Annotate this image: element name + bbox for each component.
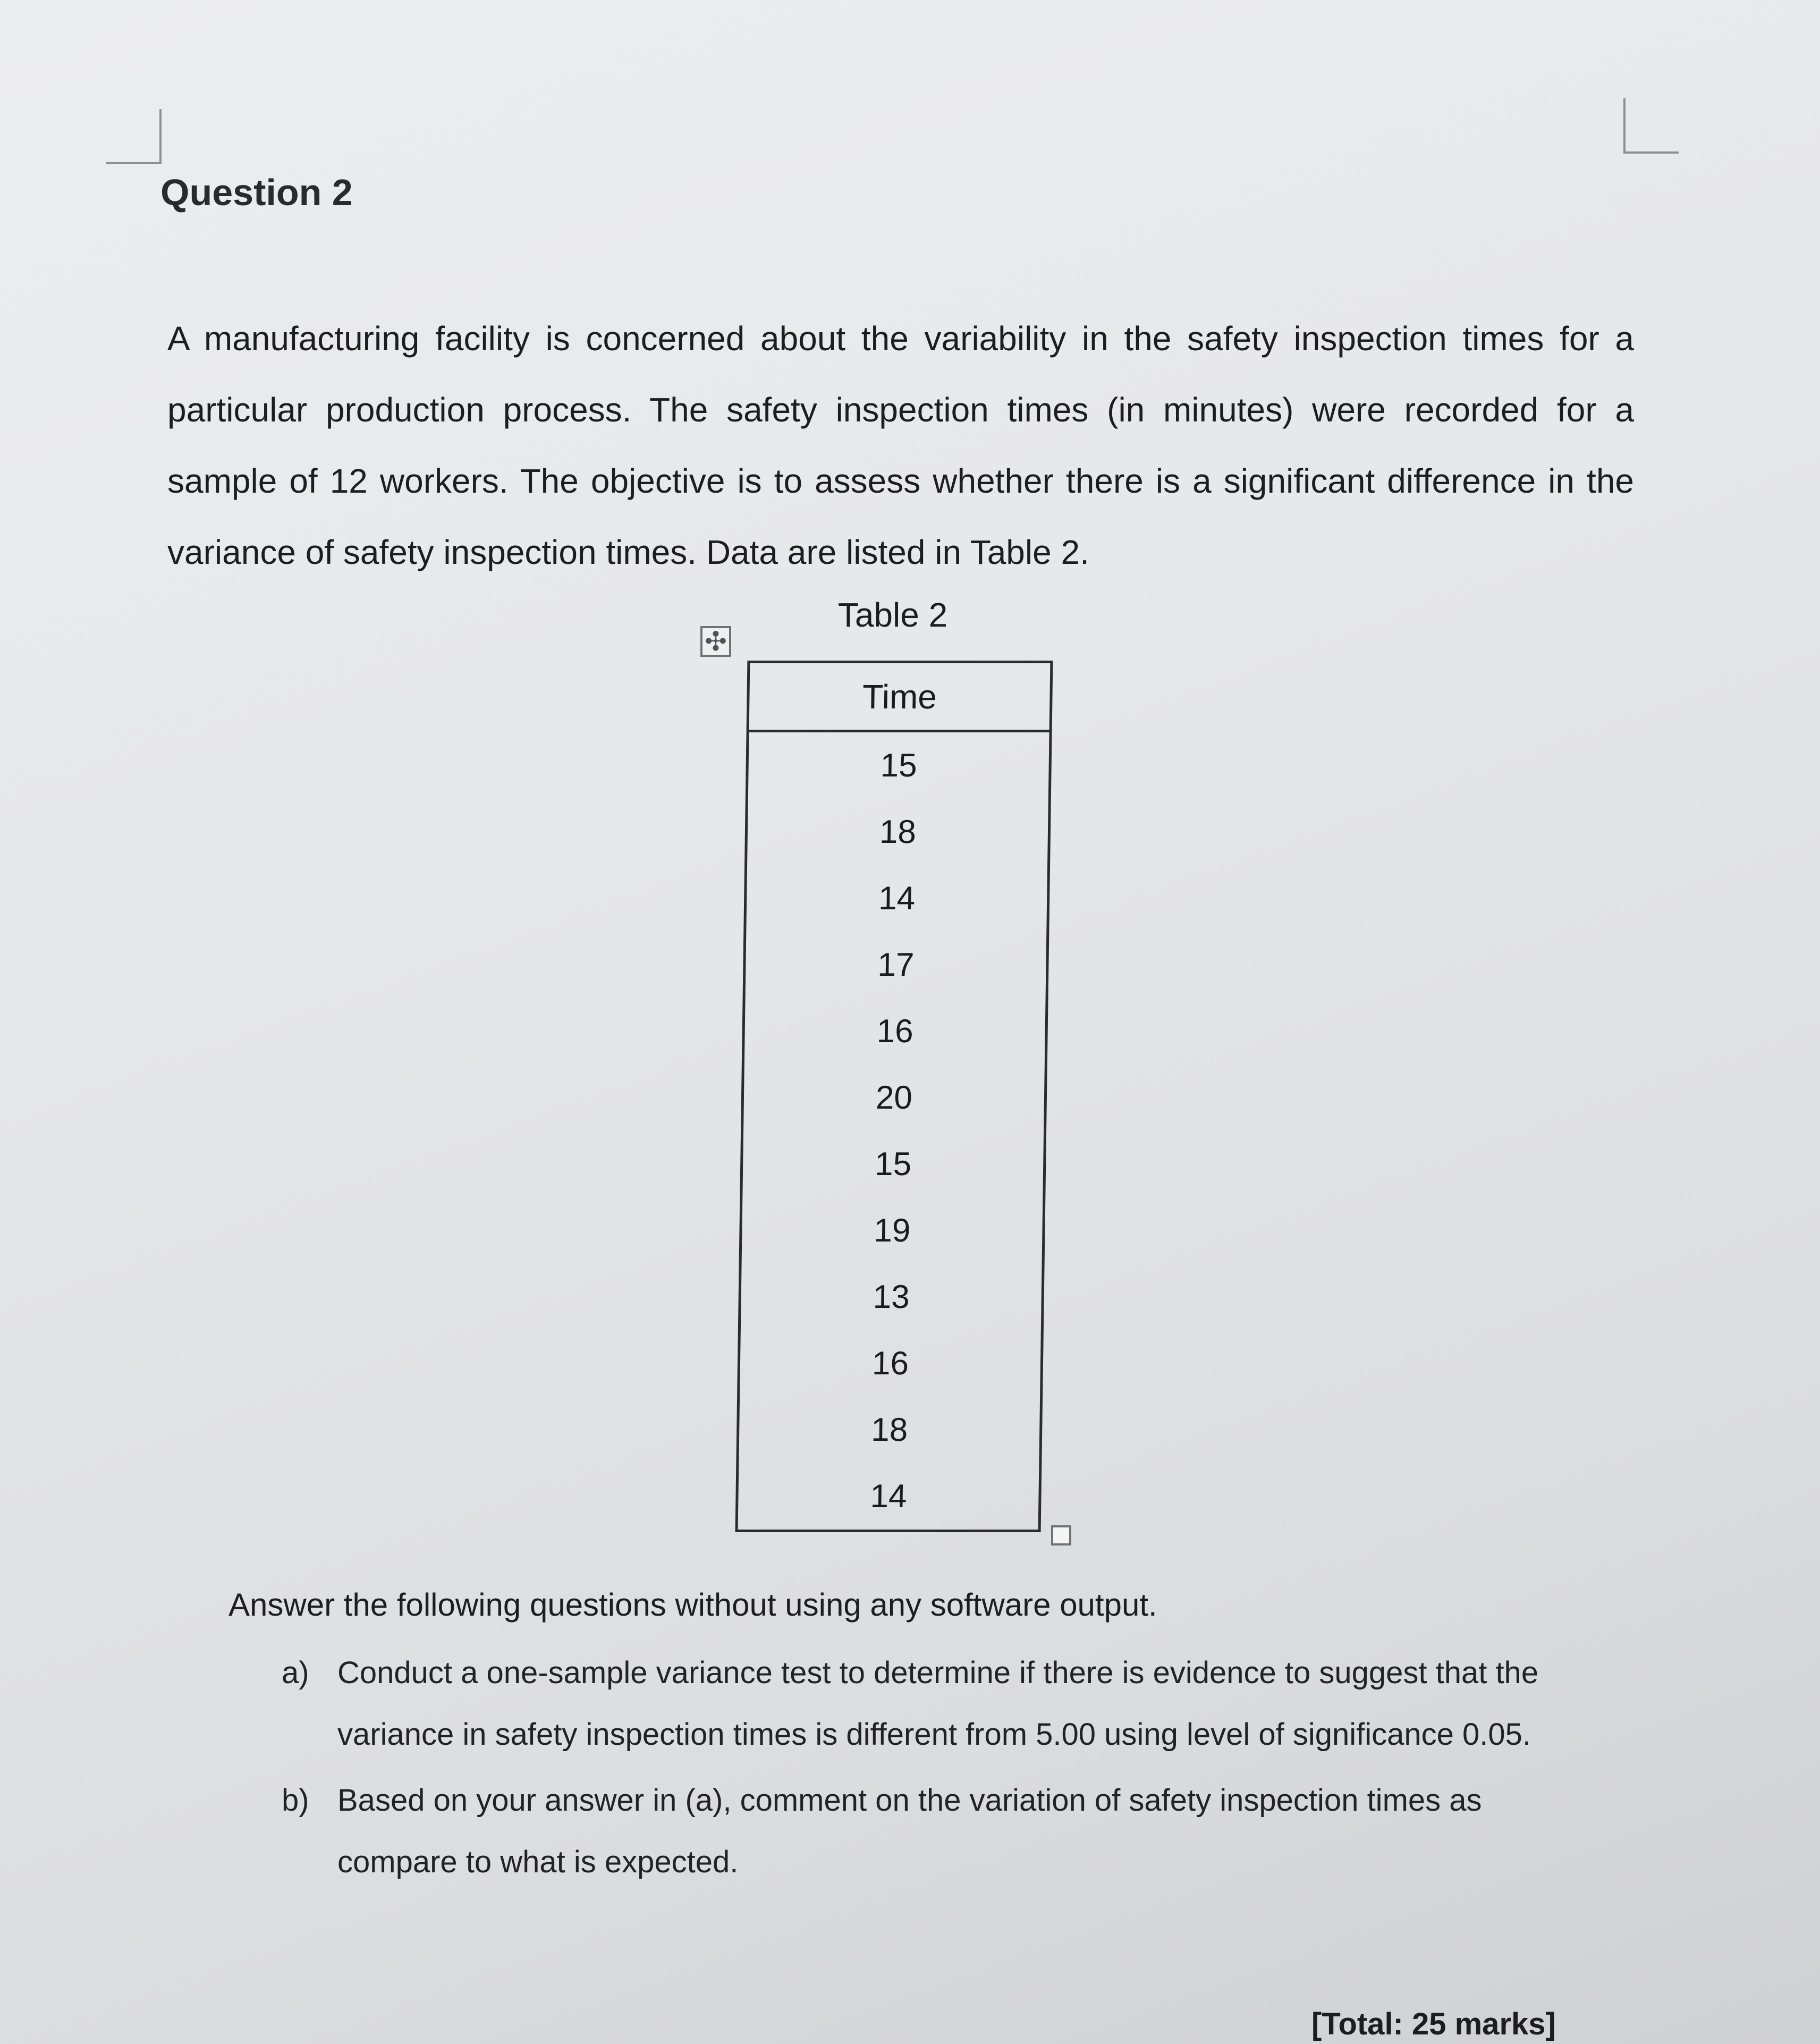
question-item-a <box>282 1642 1573 1766</box>
table-cell: 14 <box>878 880 916 917</box>
table-row <box>746 799 1050 865</box>
table-cell: 20 <box>875 1079 913 1116</box>
answer-instructions: Answer the following questions without using any software output. <box>228 1587 1157 1623</box>
question-title: Question 2 <box>160 172 353 213</box>
table-row <box>740 1197 1044 1264</box>
table-cell: 16 <box>871 1345 909 1382</box>
table-row <box>737 1463 1040 1531</box>
table-header-row <box>748 662 1052 731</box>
margin-corner-mark-top-right <box>1623 98 1679 154</box>
table-cell: 16 <box>876 1013 914 1050</box>
table-cell: 17 <box>877 947 915 983</box>
question-marker-a: a) <box>282 1656 309 1690</box>
table-row <box>743 998 1047 1065</box>
table-move-handle-icon[interactable]: ✣ <box>700 626 731 657</box>
table-cell: 15 <box>874 1146 912 1183</box>
table-cell: 18 <box>870 1412 908 1448</box>
table-cell: 15 <box>880 747 918 784</box>
total-marks: [Total: 25 marks] <box>1311 2007 1556 2041</box>
table-resize-handle[interactable] <box>1051 1525 1071 1545</box>
table-row <box>744 932 1048 998</box>
table-header-time: Time <box>748 662 1052 731</box>
table-caption: Table 2 <box>837 596 948 634</box>
table-row <box>739 1330 1043 1397</box>
question-list <box>282 1642 1573 1897</box>
table-row <box>741 1131 1045 1197</box>
table-row <box>739 1264 1043 1330</box>
question-intro: A manufacturing facility is concerned about the variability in the safety inspection times for a particular production process. The safety inspection times (in minutes) were recorded for a sample of 12 workers. The objective is to assess whether there is a significant difference in the variance of safety inspection times. Data are listed in Table 2. <box>167 319 1634 571</box>
table-row <box>738 1397 1042 1463</box>
table-row <box>745 865 1049 932</box>
margin-corner-mark-top-left <box>106 109 162 164</box>
question-text-a: Conduct a one-sample variance test to determine if there is evidence to suggest that the variance in safety inspection times is different from 5.00 using level of significance 0.05. <box>337 1656 1539 1752</box>
table-cell: 13 <box>873 1279 910 1315</box>
table-cell: 18 <box>879 814 917 850</box>
question-item-b <box>282 1770 1573 1893</box>
table-row <box>742 1065 1046 1131</box>
question-text-b: Based on your answer in (a), comment on the variation of safety inspection times as compare to what is expected. <box>337 1783 1482 1879</box>
table-cell: 14 <box>870 1478 907 1515</box>
question-marker-b: b) <box>282 1783 309 1818</box>
table-cell: 19 <box>874 1212 911 1249</box>
table-row <box>747 731 1051 799</box>
data-table <box>735 661 1053 1532</box>
